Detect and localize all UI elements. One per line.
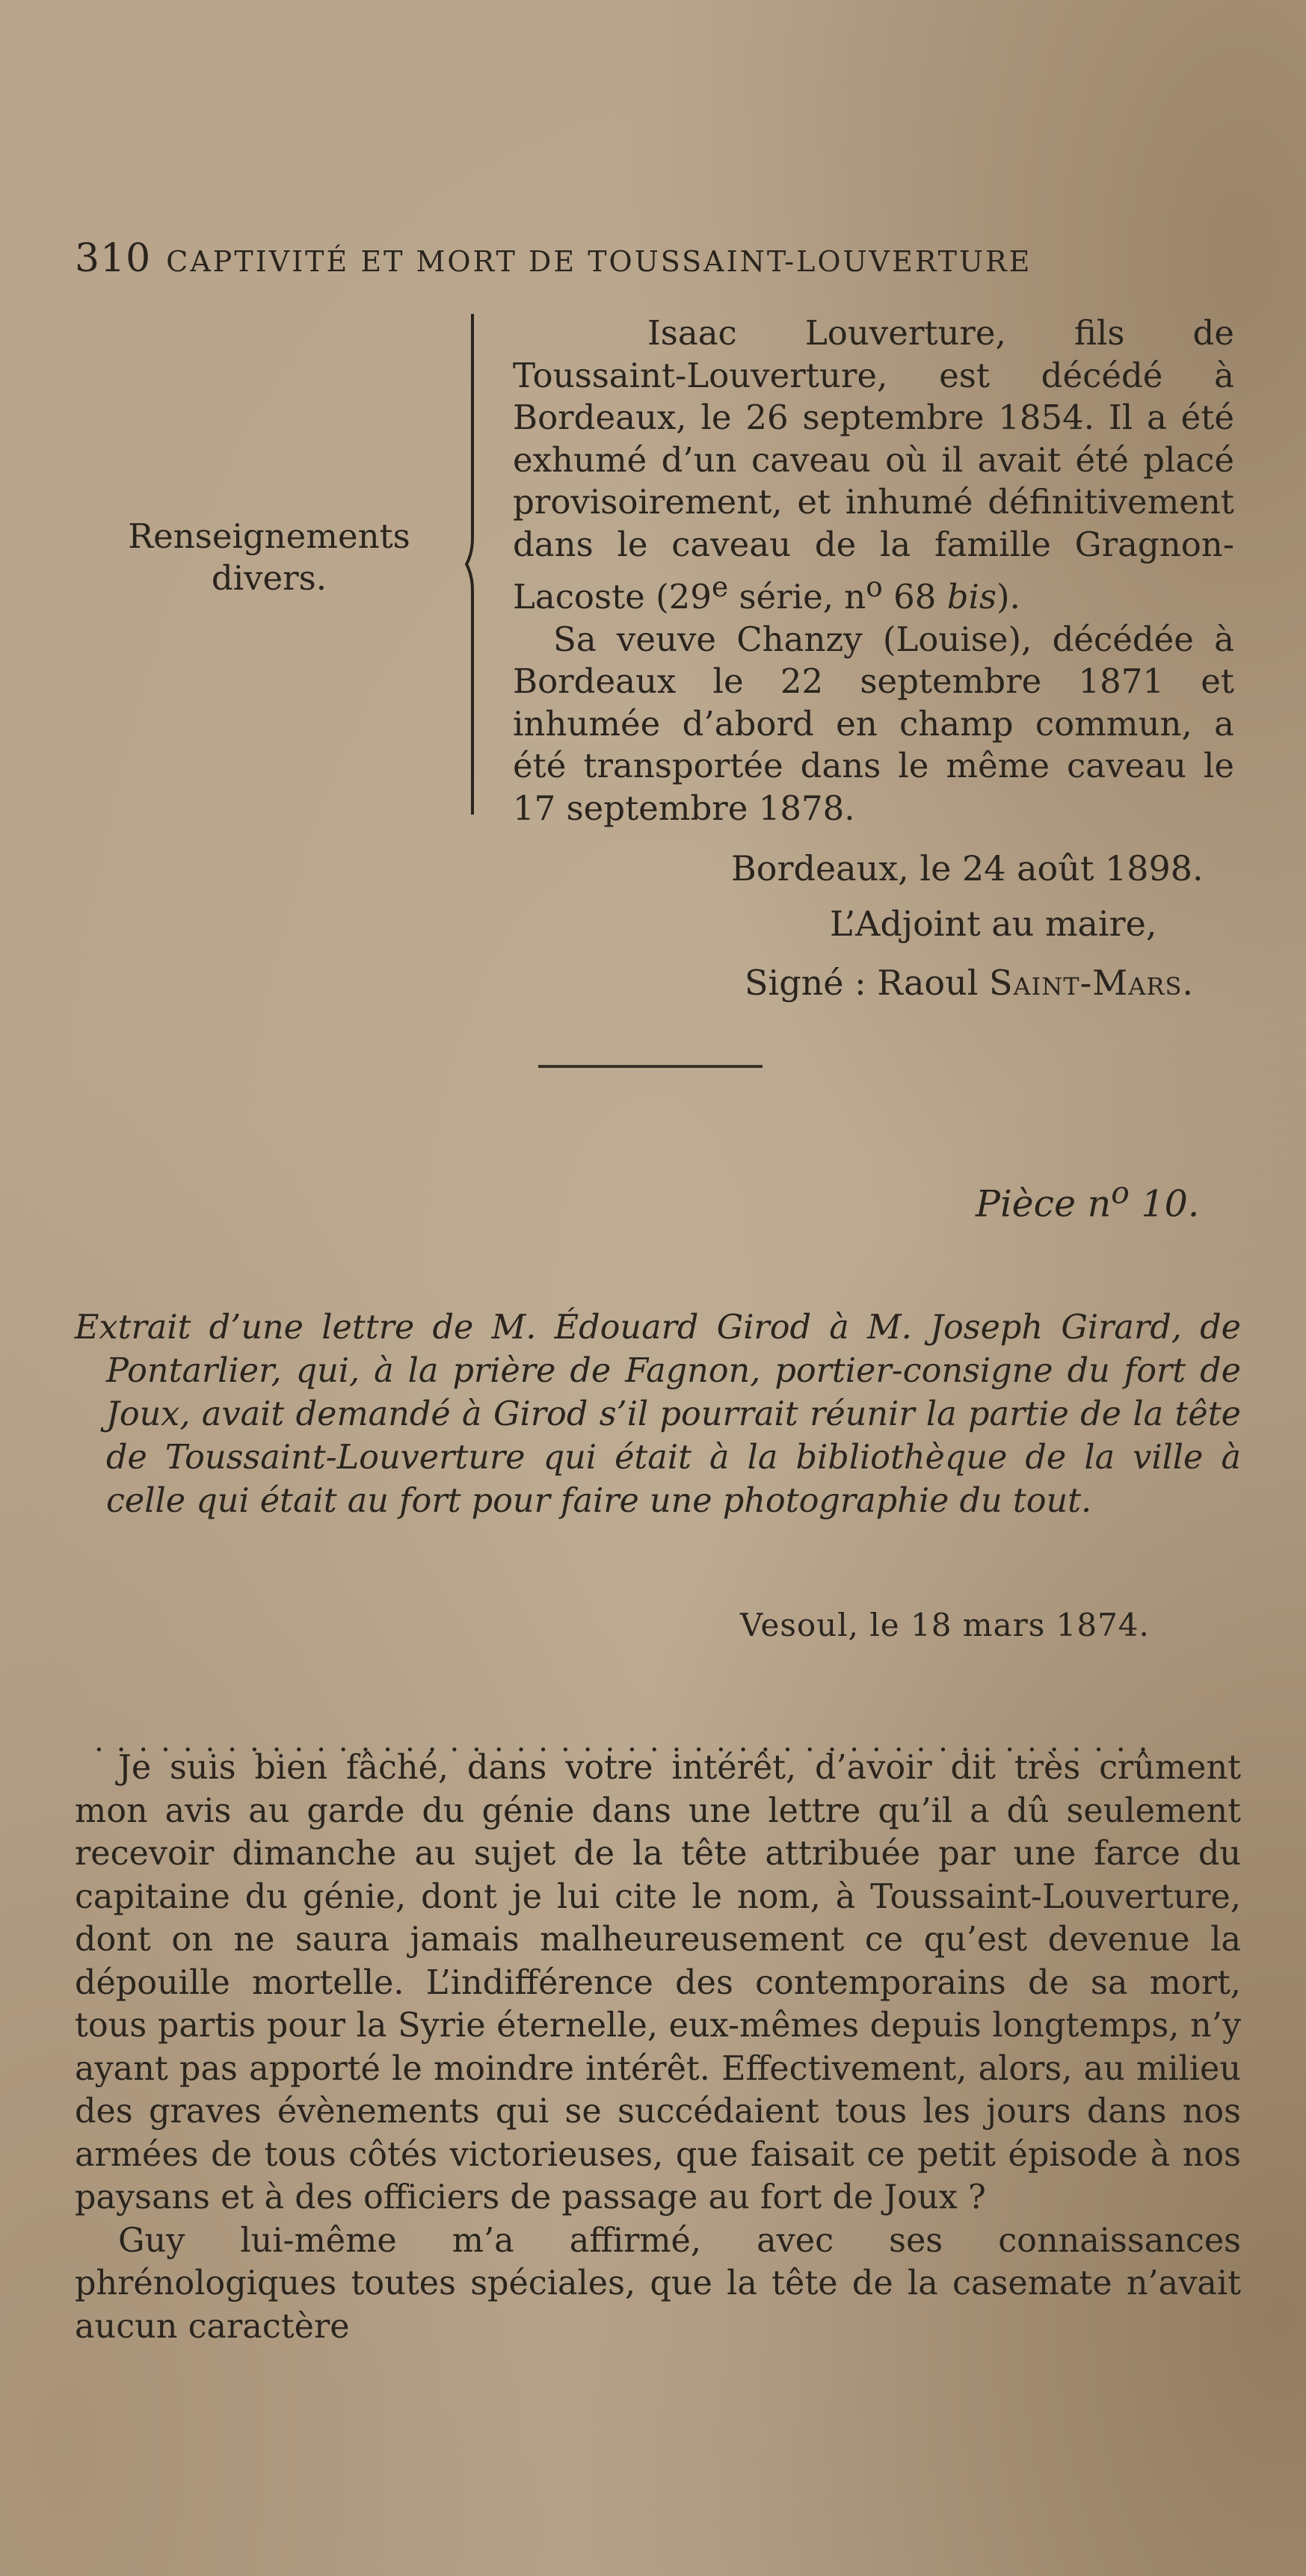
signature-place-date: Bordeaux, le 24 août 1898. [731, 848, 1204, 889]
margin-note-line: Renseignements [128, 516, 410, 556]
page-number: 310 [75, 236, 152, 281]
extract-heading: Extrait d’une lettre de M. Édouard Girod à M. Joseph Girard, de Pontarlier, qui, à la prière de Fagnon, portier-consigne du fort de Joux, avait demandé à Girod s’il pourrait réunir la partie de la tête de Toussaint-Louverture qui était à la bibliothèque de la ville à celle qui était au fort pour faire une photographie du tout. [75, 1309, 1241, 1520]
signature-line: Signé : Raoul Saint-Mars. [745, 963, 1195, 1003]
margin-note-line: divers. [211, 558, 327, 598]
letter-body [75, 1746, 1241, 2348]
running-title: CAPTIVITÉ ET MORT DE TOUSSAINT-LOUVERTURE [166, 245, 1032, 278]
note-paragraph: Isaac Louverture, fils de Toussaint-Louverture, est décédé à Bordeaux, le 26 septembre 1854. Il a été exhumé d’un caveau où il avait été placé provisoirement, et inhumé définitivement dans le caveau de la famille Gragnon-Lacoste (29e série, $n^o$ 68 bis). [513, 313, 1234, 617]
section-divider [538, 1065, 763, 1068]
letter-dateline: Vesoul, le 18 mars 1874. [740, 1607, 1150, 1643]
signatory-name: Saint-Mars. [989, 963, 1195, 1003]
margin-note [112, 516, 426, 599]
piece-number: Pièce $n^o$ 10. [976, 1175, 1200, 1226]
letter-paragraph: Guy lui-même m’a affirmé, avec ses connaissances phrénologiques toutes spéciales, que la tête de la casemate n’avait aucun caractère [75, 2221, 1241, 2346]
page-header [75, 236, 1032, 281]
brace-line [463, 314, 477, 815]
note-block [513, 312, 1234, 830]
letter-paragraph: Je suis bien fâché, dans votre intérêt, d’avoir dit très crûment mon avis au garde du génie dans une lettre qu’il a dû seulement recevoir dimanche au sujet de la tête attribuée par une farce du capitaine du génie, dont je lui cite le nom, à Toussaint-Louverture, dont on ne saura jamais malheureusement ce qu’est devenue la dépouille mortelle. L’indifférence des contemporains de sa mort, tous partis pour la Syrie éternelle, eux-mêmes depuis longtemps, n’y ayant pas apporté le moindre intérêt. Effectivement, alors, au milieu des graves évènements qui se succédaient tous les jours dans nos armées de tous côtés victorieuses, que faisait ce petit épisode à nos paysans et à des officiers de passage au fort de Joux ? [75, 1749, 1241, 2217]
signature-role: L’Adjoint au maire, [830, 904, 1157, 944]
note-paragraph: Sa veuve Chanzy (Louise), décédée à Bordeaux le 22 septembre 1871 et inhumée d’abord en champ commun, a été transportée dans le même caveau le 17 septembre 1878. [513, 619, 1234, 828]
ellipsis-dots: ................................................ [94, 1726, 1161, 1756]
